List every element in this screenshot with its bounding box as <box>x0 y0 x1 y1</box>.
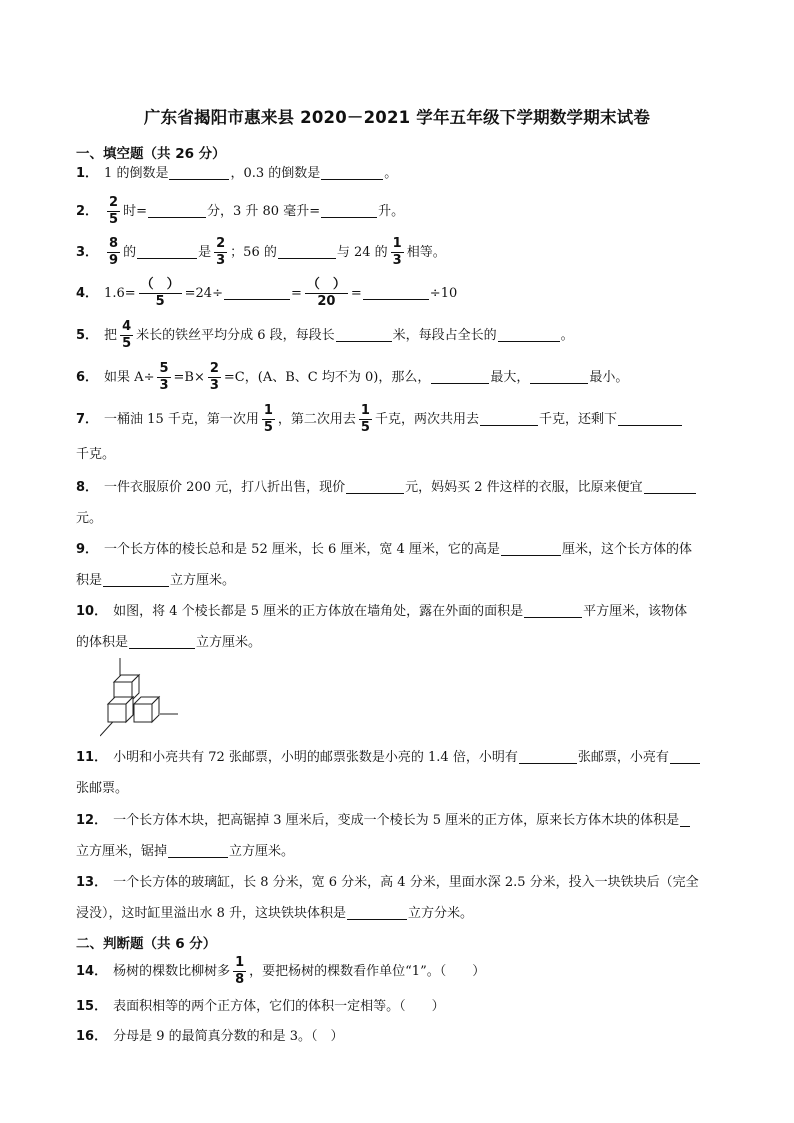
question-number: 16． <box>76 1029 108 1044</box>
question-text: ，0.3 的倒数是 <box>230 166 321 181</box>
answer-blank[interactable] <box>321 205 377 218</box>
question-text: 元，妈妈买 2 件这样的衣服，比原来便宜 <box>405 480 643 495</box>
question-10 <box>76 605 687 618</box>
answer-blank[interactable] <box>148 205 206 218</box>
question-text: 杨树的棵数比柳树多 <box>113 963 231 979</box>
question-text: 最小。 <box>589 369 629 385</box>
answer-blank[interactable] <box>336 329 392 342</box>
answer-blank[interactable] <box>519 751 577 764</box>
question-9-cont <box>76 574 235 587</box>
question-text: 升。 <box>378 203 405 219</box>
question-text: 把 <box>104 327 118 343</box>
question-number: 13． <box>76 875 108 890</box>
question-11 <box>76 751 701 764</box>
question-number: 4． <box>76 285 99 301</box>
cube-front-face <box>134 704 152 722</box>
section-fill-in: 一、填空题（共 26 分） <box>76 146 226 162</box>
question-number: 2． <box>76 203 99 219</box>
answer-blank[interactable] <box>321 167 383 180</box>
question-text: ÷10 <box>429 285 458 301</box>
question-text: = <box>290 285 302 301</box>
fraction: $\frac{( )}{5}$ <box>140 277 180 309</box>
fraction: $\frac{2}{5}$ <box>109 195 119 227</box>
answer-blank[interactable] <box>169 167 229 180</box>
question-text: 是 <box>198 244 212 260</box>
question-text: 如果 A÷ <box>104 369 155 385</box>
question-14 <box>76 956 485 986</box>
question-text: 立方厘米。 <box>229 844 295 859</box>
question-text[interactable]: 分母是 9 的最简真分数的和是 3。（ ） <box>113 1029 344 1044</box>
question-number: 11． <box>76 750 108 765</box>
question-text: 平方厘米，该物体 <box>583 604 688 619</box>
answer-blank[interactable] <box>524 605 582 618</box>
question-text: 一件衣服原价 200 元，打八折出售，现价 <box>104 480 346 495</box>
question-8-cont <box>76 512 102 525</box>
question-9 <box>76 543 692 556</box>
question-number: 12． <box>76 813 108 828</box>
question-text: 千克。 <box>76 447 116 462</box>
question-text: 立方厘米。 <box>196 635 262 650</box>
question-text: 立方厘米。 <box>170 573 236 588</box>
answer-blank[interactable] <box>129 636 195 649</box>
fraction: $\frac{5}{3}$ <box>159 361 169 393</box>
question-text: ；56 的 <box>230 244 277 260</box>
question-number: 1． <box>76 166 99 181</box>
answer-blank[interactable] <box>480 413 538 426</box>
cubes-figure <box>100 658 184 738</box>
answer-blank[interactable] <box>618 413 682 426</box>
question-text: 张邮票，小亮有 <box>577 750 669 765</box>
question-number: 6． <box>76 369 99 385</box>
question-text: 1 的倒数是 <box>104 166 169 181</box>
question-13-cont <box>76 907 473 920</box>
fraction: $\frac{1}{3}$ <box>392 236 402 268</box>
fraction: $\frac{1}{5}$ <box>263 403 273 435</box>
cube-stack <box>100 658 178 736</box>
question-number: 7． <box>76 411 99 427</box>
question-text: 积是 <box>76 573 103 588</box>
question-text: 小明和小亮共有 72 张邮票，小明的邮票张数是小亮的 1.4 倍，小明有 <box>113 750 518 765</box>
answer-blank[interactable] <box>644 481 696 494</box>
question-10-cont <box>76 636 261 649</box>
answer-blank[interactable] <box>137 246 197 259</box>
question-text: =24÷ <box>184 285 223 301</box>
page-title: 广东省揭阳市惠来县 2020－2021 学年五年级下学期数学期末试卷 <box>143 108 651 127</box>
question-text: 浸没），这时缸里溢出水 8 升，这块铁块体积是 <box>76 906 347 921</box>
question-text: 最大， <box>490 369 530 385</box>
question-2 <box>76 196 404 226</box>
question-12-cont <box>76 845 294 858</box>
answer-blank[interactable] <box>431 371 489 384</box>
question-6 <box>76 362 628 392</box>
question-number: 15． <box>76 999 108 1014</box>
question-text: =C，(A、B、C 均不为 0)，那么， <box>223 369 431 385</box>
question-7 <box>76 404 683 434</box>
question-16 <box>76 1030 344 1043</box>
question-text: 1.6= <box>104 285 136 301</box>
section-true-false: 二、判断题（共 6 分） <box>76 936 217 952</box>
question-number: 5． <box>76 327 99 343</box>
question-text: 立方厘米，锯掉 <box>76 844 168 859</box>
question-8 <box>76 481 697 494</box>
question-text: 。 <box>384 166 398 181</box>
question-11-cont <box>76 782 128 795</box>
answer-blank[interactable] <box>347 907 407 920</box>
question-text: 的 <box>123 244 137 260</box>
answer-blank[interactable] <box>501 543 561 556</box>
question-text: 千克，两次共用去 <box>374 411 479 427</box>
answer-blank[interactable] <box>498 329 560 342</box>
question-number: 9． <box>76 542 99 557</box>
question-1 <box>76 167 397 180</box>
question-15 <box>76 1000 445 1013</box>
fraction: $\frac{2}{3}$ <box>216 236 226 268</box>
question-4 <box>76 278 457 308</box>
question-13 <box>76 876 699 889</box>
fraction: $\frac{( )}{20}$ <box>306 277 346 309</box>
question-text: 如图，将 4 个棱长都是 5 厘米的正方体放在墙角处，露在外面的面积是 <box>113 604 524 619</box>
answer-blank[interactable] <box>670 751 700 764</box>
question-text: 的体积是 <box>76 635 129 650</box>
question-text: 时= <box>123 203 147 219</box>
question-text: 一个长方体的棱长总和是 52 厘米，长 6 厘米，宽 4 厘米，它的高是 <box>104 542 500 557</box>
question-text: = <box>350 285 362 301</box>
fraction: $\frac{2}{3}$ <box>209 361 219 393</box>
answer-blank[interactable] <box>278 246 336 259</box>
question-text: 分，3 升 80 毫升= <box>207 203 321 219</box>
answer-blank[interactable] <box>680 814 690 827</box>
question-text: 与 24 的 <box>336 244 388 260</box>
question-number: 3． <box>76 244 99 260</box>
fraction: $\frac{8}{9}$ <box>109 236 119 268</box>
question-number: 14． <box>76 963 108 979</box>
question-text: 张邮票。 <box>76 781 129 796</box>
question-text: 一个长方体的玻璃缸，长 8 分米，宽 6 分米，高 4 分米，里面水深 2.5 分米，投入一块铁块后（完全 <box>113 875 699 890</box>
answer-blank[interactable] <box>168 845 228 858</box>
question-text: 米，每段占全长的 <box>392 327 497 343</box>
answer-blank[interactable] <box>224 287 290 300</box>
question-text: 相等。 <box>406 244 446 260</box>
cube-front-face <box>108 704 126 722</box>
question-number: 8． <box>76 480 99 495</box>
question-number: 10． <box>76 604 108 619</box>
question-5 <box>76 320 574 350</box>
question-text: 米长的铁丝平均分成 6 段，每段长 <box>136 327 335 343</box>
question-text: ，第二次用去 <box>277 411 356 427</box>
answer-blank[interactable] <box>103 574 169 587</box>
question-text: 一桶油 15 千克，第一次用 <box>104 411 259 427</box>
fraction: $\frac{1}{8}$ <box>235 955 245 987</box>
answer-blank[interactable] <box>346 481 404 494</box>
question-text: 一个长方体木块，把高锯掉 3 厘米后，变成一个棱长为 5 厘米的正方体，原来长方体木块的体积是 <box>113 813 680 828</box>
question-3 <box>76 237 446 267</box>
question-text: 千克，还剩下 <box>538 411 617 427</box>
question-12 <box>76 814 691 827</box>
question-7-cont <box>76 448 115 461</box>
fraction: $\frac{4}{5}$ <box>122 319 132 351</box>
question-text: 元。 <box>76 511 103 526</box>
question-text: =B× <box>173 369 205 385</box>
fraction: $\frac{1}{5}$ <box>360 403 370 435</box>
question-text: 厘米，这个长方体的体 <box>561 542 692 557</box>
question-text: 立方分米。 <box>408 906 474 921</box>
question-text[interactable]: 表面积相等的两个正方体，它们的体积一定相等。（ ） <box>113 999 445 1014</box>
answer-blank[interactable] <box>530 371 588 384</box>
question-text[interactable]: ，要把杨树的棵数看作单位“1”。（ ） <box>249 963 486 979</box>
answer-blank[interactable] <box>363 287 429 300</box>
question-text: 。 <box>560 327 574 343</box>
